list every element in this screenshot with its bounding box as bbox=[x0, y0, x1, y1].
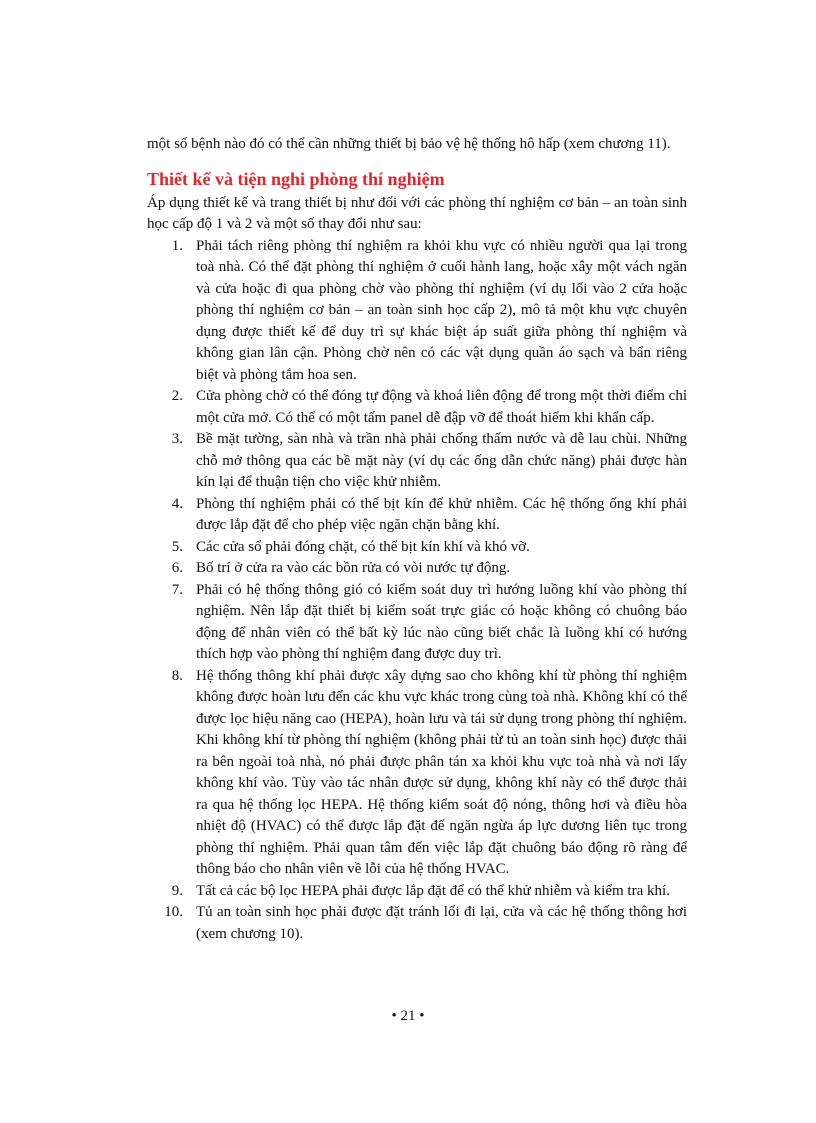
list-item-number: 6. bbox=[171, 560, 183, 576]
list-item-text: Cửa phòng chờ có thể đóng tự động và khoá liên động để trong một thời điểm chỉ một cửa mở. Có thể có một tấm panel dễ đập vỡ để thoát hiểm khi khẩn cấp. bbox=[196, 388, 687, 426]
section-heading: Thiết kế và tiện nghi phòng thí nghiệm bbox=[147, 168, 445, 189]
list-item bbox=[147, 881, 687, 903]
list-item-number: 10. bbox=[164, 904, 183, 920]
requirements-list bbox=[147, 236, 687, 946]
list-item-number: 9. bbox=[171, 882, 183, 899]
list-item bbox=[147, 236, 687, 387]
list-item bbox=[147, 494, 687, 537]
list-item-text: Phải tách riêng phòng thí nghiệm ra khỏi khu vực có nhiều người qua lại trong toà nhà. Có thể đặt phòng thí nghiệm ở cuối hành lang, hoặc xây một vách ngăn và cửa hoặc đi qua phòng chờ vào phòng thí nghiệm (ví dụ lối vào 2 cửa hoặc phòng thí nghiệm cơ bản – an toàn sinh học cấp 2), mô tả một khu vực chuyên dụng được thiết kế để duy trì sự khác biệt áp suất giữa phòng thí nghiệm và không gian lân cận. Phòng chờ nên có các vật dụng quần áo sạch và bẩn riêng biệt và phòng tắm hoa sen. bbox=[196, 237, 687, 383]
page-number: • 21 • bbox=[391, 1008, 425, 1024]
page-body bbox=[147, 134, 687, 945]
list-item-number: 5. bbox=[171, 538, 183, 555]
list-item-text: Tủ an toàn sinh học phải được đặt tránh lối đi lại, cửa và các hệ thống thông hơi (xem chương 10). bbox=[196, 904, 687, 942]
list-item-text: Phải có hệ thống thông gió có kiểm soát duy trì hướng luồng khí vào phòng thí nghiệm. Nên lắp đặt thiết bị kiểm soát trực giác có hoặc không có chuông báo động để nhân viên có thể bất kỳ lúc nào cũng biết chắc là luồng khí có hướng thích hợp vào phòng thí nghiệm đang được duy trì. bbox=[196, 581, 687, 662]
list-item bbox=[147, 537, 687, 559]
list-item-text: Bố trí ở cửa ra vào các bồn rửa có vòi nước tự động. bbox=[196, 560, 511, 576]
list-item-number: 7. bbox=[171, 581, 183, 598]
list-item bbox=[147, 386, 687, 429]
list-item bbox=[147, 558, 687, 580]
list-item-number: 4. bbox=[171, 495, 183, 512]
list-item bbox=[147, 429, 687, 494]
list-item-text: Hệ thống thông khí phải được xây dựng sao cho không khí từ phòng thí nghiệm không được hoàn lưu đến các khu vực khác trong cùng toà nhà. Không khí có thể được lọc hiệu năng cao (HEPA), hoàn lưu và tái sử dụng trong phòng thí nghiệm. Khi không khí từ phòng thí nghiệm (không phải từ tủ an toàn sinh học) được thải ra bên ngoài toà nhà, nó phải được phân tán xa khỏi khu vực toà nhà và nơi lấy không khí vào. Tùy vào tác nhân được sử dụng, không khí này có thể được thải ra qua hệ thống lọc HEPA. Hệ thống kiểm soát độ nóng, thông hơi và điều hòa nhiệt độ (HVAC) có thể được lắp đặt để ngăn ngừa áp lực dương liên tục trong phòng thí nghiệm. Phải quan tâm đến việc lắp đặt chuông báo động rõ ràng để thông báo cho nhân viên về lỗi của hệ thống HVAC. bbox=[196, 667, 687, 877]
list-item-text: Các cửa sổ phải đóng chặt, có thể bịt kín khí và khó vỡ. bbox=[196, 538, 530, 555]
list-item-text: Phòng thí nghiệm phải có thể bịt kín để khử nhiễm. Các hệ thống ống khí phải được lắp đặt để cho phép việc ngăn chặn bằng khí. bbox=[196, 495, 687, 533]
intro-paragraph: Áp dụng thiết kế và trang thiết bị như đối với các phòng thí nghiệm cơ bản – an toàn sinh học cấp độ 1 và 2 và một số thay đổi như sau: bbox=[147, 194, 687, 232]
list-item-number: 8. bbox=[171, 667, 183, 684]
list-item-text: Bề mặt tường, sàn nhà và trần nhà phải chống thấm nước và dễ lau chùi. Những chỗ mở thông qua các bề mặt này (ví dụ các ống dẫn chức năng) phải được hàn kín lại để thuận tiện cho việc khử nhiễm. bbox=[196, 431, 687, 490]
list-item bbox=[147, 666, 687, 881]
list-item bbox=[147, 902, 687, 945]
list-item-number: 3. bbox=[171, 431, 183, 447]
list-item-text: Tất cả các bộ lọc HEPA phải được lắp đặt để có thể khử nhiễm và kiểm tra khí. bbox=[196, 882, 670, 899]
list-item bbox=[147, 580, 687, 666]
list-item-number: 1. bbox=[171, 237, 183, 254]
list-item-number: 2. bbox=[171, 388, 183, 404]
continuation-paragraph: một số bệnh nào đó có thể cần những thiết bị bảo vệ hệ thống hô hấp (xem chương 11). bbox=[147, 136, 671, 152]
